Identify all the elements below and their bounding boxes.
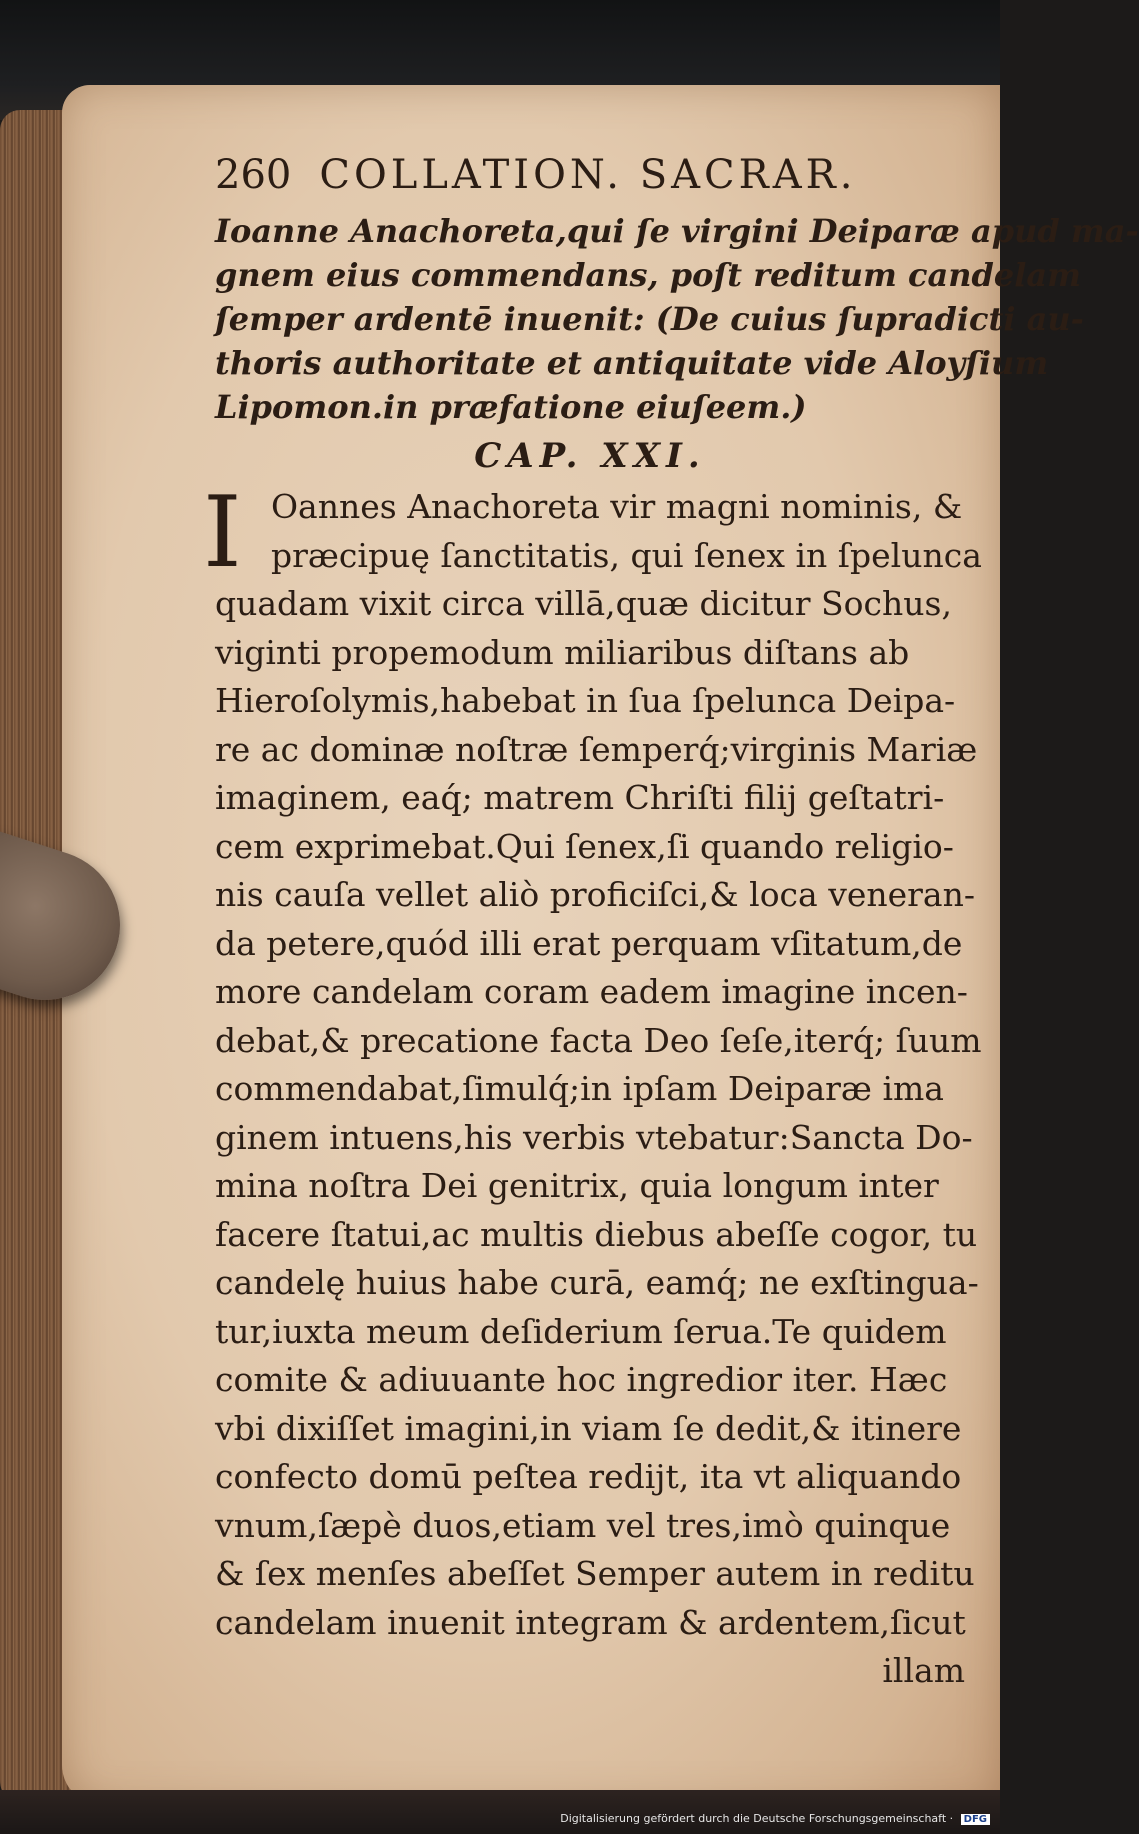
chapter-heading: CAP. XXI.	[474, 436, 706, 476]
page-number: 260	[215, 152, 292, 198]
catchword: illam	[882, 1651, 965, 1690]
body-line: confecto domū peſtea redijt, ita vt aliquando	[215, 1457, 962, 1496]
summary-line: ſemper ardentē inuenit: (De cuius ſupradicti au-	[215, 300, 1084, 338]
body-line: re ac dominæ noſtræ ſemperq́;virginis Mariæ	[215, 729, 978, 769]
summary-line: thoris authoritate et antiquitate vide Aloyſium	[215, 344, 1049, 382]
body-line: Hieroſolymis,habebat in ſua ſpelunca Deipa-	[215, 681, 956, 720]
drop-cap: I	[203, 476, 242, 590]
body-line: da petere,quód illi erat perquam vſitatum,de	[215, 923, 963, 963]
credit-text: Digitalisierung gefördert durch die Deutsche Forschungsgemeinschaft ·	[560, 1812, 954, 1825]
body-line: candelę huius habe curā, eamq́; ne exſtingua-	[215, 1263, 979, 1302]
body-line: vnum,ſæpè duos,etiam vel tres,imò quinque	[215, 1505, 951, 1545]
body-line: mina noſtra Dei genitrix, quia longum inter	[215, 1166, 939, 1205]
body-line: ginem intuens,his verbis vtebatur:Sancta Do-	[215, 1117, 973, 1157]
body-line: debat,& precatione facta Deo ſeſe,iterq́; ſuum	[215, 1020, 982, 1060]
body-line: commendabat,ſimulq́;in ipſam Deiparæ ima	[215, 1069, 944, 1108]
digitization-credit	[560, 1812, 990, 1825]
dfg-logo: DFG	[961, 1814, 990, 1825]
body-line: quadam vixit circa villā,quæ dicitur Sochus,	[215, 584, 952, 623]
page-text	[203, 145, 1139, 1696]
body-line: candelam inuenit integram & ardentem,ſicut	[215, 1602, 966, 1642]
body-line: comite & adiuuante hoc ingredior iter. Hæc	[215, 1360, 948, 1399]
body-line: vbi dixiſſet imagini,in viam ſe dedit,& itinere	[215, 1408, 962, 1448]
running-title: COLLATION. SACRAR.	[319, 152, 857, 198]
summary-line: gnem eius commendans, poſt reditum candelam	[215, 256, 1081, 294]
body-line: more candelam coram eadem imagine incen-	[215, 972, 968, 1011]
body-line: Oannes Anachoreta vir magni nominis, &	[271, 487, 963, 526]
body-line: & ſex menſes abeſſet Semper autem in reditu	[215, 1554, 975, 1593]
body-text	[203, 476, 982, 1696]
body-line: præcipuę ſanctitatis, qui ſenex in ſpelunca	[271, 535, 982, 575]
chapter-summary	[215, 209, 1139, 429]
body-line: facere ſtatui,ac multis diebus abeſſe cogor, tu	[215, 1214, 978, 1254]
summary-line: Ioanne Anachoreta,qui ſe virgini Deiparæ apud ma-	[215, 212, 1139, 250]
body-line: viginti propemodum miliaribus diſtans ab	[215, 632, 910, 672]
body-line: tur,iuxta meum deſiderium ſerua.Te quidem	[215, 1311, 947, 1351]
body-line: cem exprimebat.Qui ſenex,ſi quando religio-	[215, 826, 954, 866]
body-line: imaginem, eaq́; matrem Chriſti filij geſtatri-	[215, 778, 945, 817]
summary-line: Lipomon.in præfatione eiuſeem.)	[215, 388, 807, 426]
body-line: nis cauſa vellet aliò proficiſci,& loca veneran-	[215, 875, 976, 914]
running-header	[215, 145, 965, 205]
